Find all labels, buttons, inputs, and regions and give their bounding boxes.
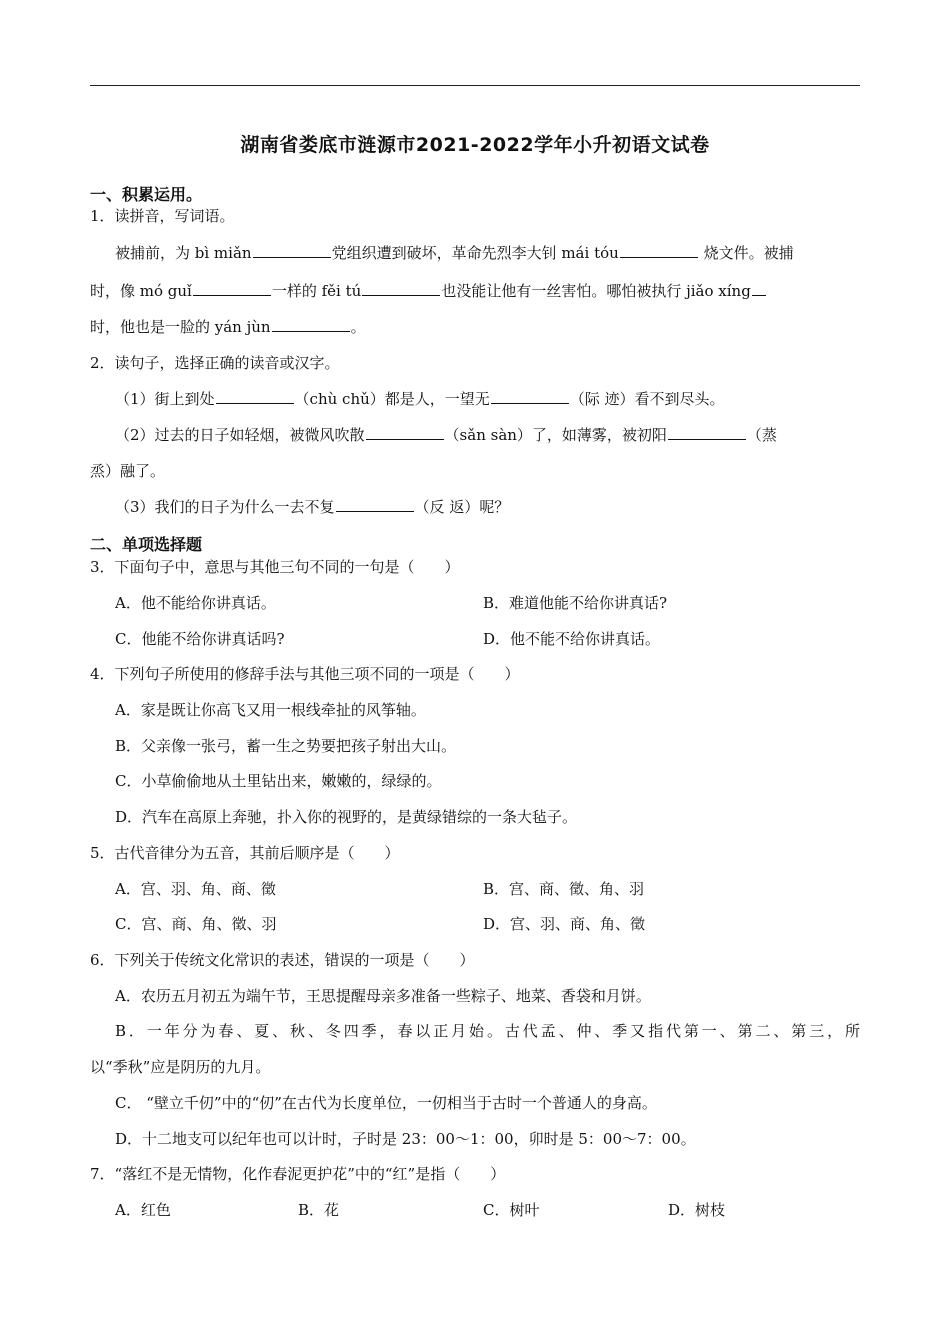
q1-line2: 时，像 mó guǐ 一样的 fěi tú 也没能让他有一丝害怕。哪怕被执行 jiǎo xíng [90, 281, 767, 301]
q6-option-c[interactable]: C． “壁立千仞”中的“仞”在古代为长度单位，一仞相当于古时一个普通人的身高。 [115, 1094, 657, 1112]
q5-option-c[interactable]: C．宫、商、角、徵、羽 [115, 915, 277, 933]
section2-heading: 二、单项选择题 [90, 535, 203, 554]
q7-option-a[interactable]: A．红色 [115, 1201, 171, 1219]
q2-sentence3: （3）我们的日子为什么一去不复 （反 返）呢？ [115, 498, 510, 516]
q3-stem: 3．下面句子中，意思与其他三句不同的一句是（ ） [90, 558, 460, 576]
q7-option-b[interactable]: B．花 [298, 1201, 340, 1219]
q3-option-b[interactable]: B．难道他能不给你讲真话? [483, 594, 668, 612]
q6-stem: 6．下列关于传统文化常识的表述，错误的一项是（ ） [90, 951, 475, 969]
q7-option-c[interactable]: C．树叶 [483, 1201, 540, 1219]
answer-blank[interactable] [668, 425, 746, 440]
q6-option-b[interactable]: B．一年分为春、夏、秋、冬四季，春以正月始。古代孟、仲、季又指代第一、第二、第三，所 [115, 1022, 860, 1040]
answer-blank[interactable] [253, 243, 331, 258]
q5-option-a[interactable]: A．宫、羽、角、商、徵 [115, 880, 276, 898]
q6-option-b-cont: 以“季秋”应是阴历的九月。 [90, 1058, 271, 1076]
q1-stem: 1．读拼音，写词语。 [90, 207, 235, 225]
q5-option-b[interactable]: B．宫、商、徵、角、羽 [483, 880, 645, 898]
q7-option-d[interactable]: D．树枝 [668, 1201, 726, 1219]
q7-stem: 7．“落红不是无情物，化作春泥更护花”中的“红”是指（ ） [90, 1165, 506, 1183]
q4-option-d[interactable]: D．汽车在高原上奔驰，扑入你的视野的，是黄绿错综的一条大毡子。 [115, 808, 578, 826]
answer-blank[interactable] [620, 243, 698, 258]
q2-sentence2-cont: 烝）融了。 [90, 462, 166, 480]
q3-option-c[interactable]: C．他能不给你讲真话吗? [115, 630, 285, 648]
q1-line1: 被捕前，为 bì miǎn 党组织遭到破坏，革命先烈李大钊 mái tóu 烧文件。被捕 [115, 244, 794, 262]
q6-option-a[interactable]: A．农历五月初五为端午节，王思提醒母亲多准备一些粽子、地菜、香袋和月饼。 [115, 987, 651, 1005]
page-title: 湖南省娄底市涟源市2021-2022学年小升初语文试卷 [240, 134, 710, 156]
q2-sentence1: （1）街上到处 （chù chǔ）都是人，一望无 （际 迹）看不到尽头。 [115, 390, 725, 408]
answer-blank[interactable] [193, 281, 271, 296]
q5-option-d[interactable]: D．宫、羽、商、角、徵 [483, 915, 646, 933]
q4-option-b[interactable]: B．父亲像一张弓，蓄一生之势要把孩子射出大山。 [115, 737, 457, 755]
q1-line3: 时，他也是一脸的 yán jùn 。 [90, 318, 366, 336]
answer-blank[interactable] [216, 389, 294, 404]
answer-blank[interactable] [362, 281, 440, 296]
top-rule [90, 85, 860, 86]
q4-option-c[interactable]: C．小草偷偷地从土里钻出来，嫩嫩的，绿绿的。 [115, 772, 442, 790]
q3-option-d[interactable]: D．他不能不给你讲真话。 [483, 630, 661, 648]
answer-blank[interactable] [752, 281, 766, 296]
q4-stem: 4．下列句子所使用的修辞手法与其他三项不同的一项是（ ） [90, 665, 520, 683]
q2-stem: 2．读句子，选择正确的读音或汉字。 [90, 354, 340, 372]
q2-sentence2: （2）过去的日子如轻烟，被微风吹散 （sǎn sàn）了，如薄雾，被初阳 （蒸 [115, 426, 777, 444]
answer-blank[interactable] [366, 425, 444, 440]
answer-blank[interactable] [272, 317, 350, 332]
answer-blank[interactable] [491, 389, 569, 404]
q4-option-a[interactable]: A．家是既让你高飞又用一根线牵扯的风筝轴。 [115, 701, 426, 719]
section1-heading: 一、积累运用。 [90, 185, 203, 204]
answer-blank[interactable] [336, 497, 414, 512]
q6-option-d[interactable]: D．十二地支可以纪年也可以计时，子时是 23：00～1：00，卯时是 5：00～7：00。 [115, 1130, 696, 1148]
q3-option-a[interactable]: A．他不能给你讲真话。 [115, 594, 276, 612]
q5-stem: 5．古代音律分为五音，其前后顺序是（ ） [90, 844, 400, 862]
